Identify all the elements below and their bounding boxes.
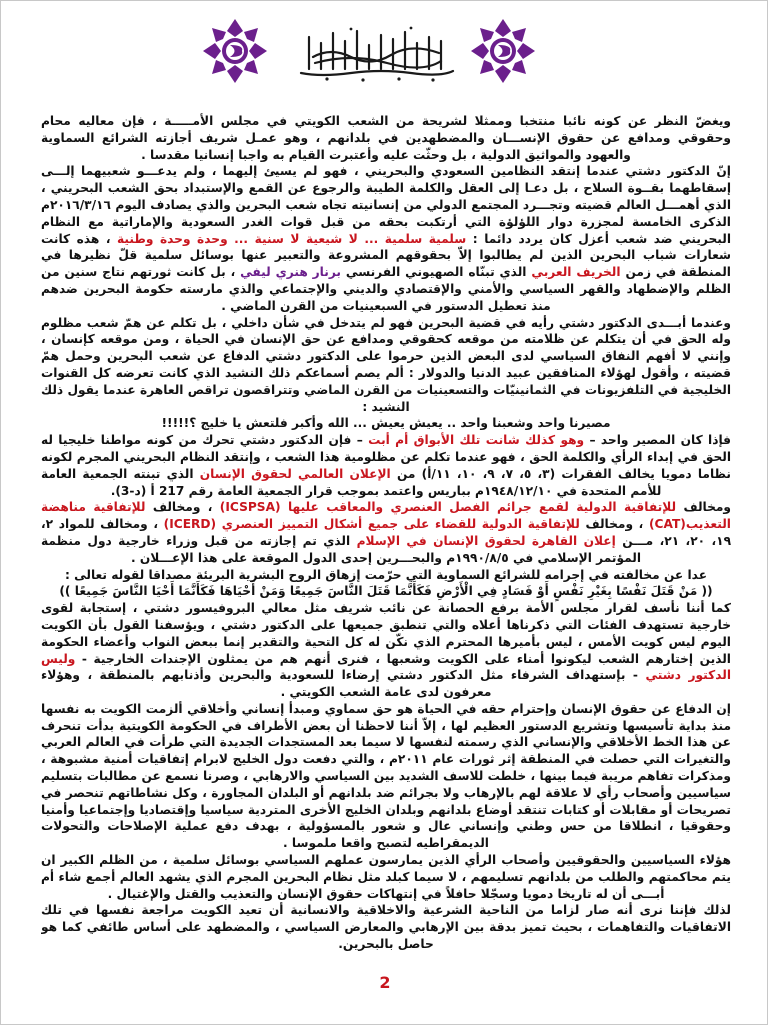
calligraphy-emblem (291, 23, 463, 85)
highlight-phrase: وهو كذلك شانت تلك الأبواق أم أبت (368, 433, 585, 448)
paragraph: إن الدفاع عن حقوق الإنسان وإحترام حقه في الحياة هو حق سماوي ومبدأ إنساني وأخلاقي ألزمت الكويت به نفسها منذ بداية تأسيسها وتشريع الدستور العظيم لها ، إلاّ أننا لاحظنا أن بعض الأطراف في الحكومة الكويتية بدأت تنحرف عن هذا الخط الأخلاقي والإنساني الذي رسمته لنفسها لا سيما بعد المستجدات الجديدة التي طرأت في العالم العربي والتغيرات التي حصلت في المنطقة إثر ثورات عام ٢٠١١م ، والتي دفعت دول الخليج لابرام إتفاقيات أمنية مشبوهة ، ومذكرات تفاهم مريبة فيما بينها ، خلطت للاسف الشديد بين السياسي والارهابي ، وصرنا نسمع عن مطالبات بتسليم سياسيين وأصحاب رأي لا علاقة لهم بالإرهاب ولا بجرائم ضد بلدانهم أو البلدان المجاورة ، وكل نشاطاتهم تنحصر في تصريحات أو مقابلات أو كتابات تنتقد أوضاع بلدانهم وبلدان الخليج الأخرى المتردية سياسيا وإقتصاديا وإجتماعيا وأمنيا وحقوقيا ، انطلاقا من حس وطني وإنساني عال و شعور بالمسؤولية ، بهدف دفع عملية الإصلاحات والتحولات الديمقراطيه لتصبح واقعا ملموسا . (41, 701, 731, 851)
article-body (41, 113, 731, 971)
highlight-convention: للإتفاقية الدولية للقضاء على جميع أشكال التمييز العنصري (ICERD) (163, 517, 580, 532)
quran-verse: (( مَنْ قَتَلَ نَفْسًا بِغَيْرِ نَفْسٍ أَوْ فَسَادٍ فِي الْأَرْضِ فَكَأَنَّمَا قَتَلَ النَّاسَ جَمِيعًا وَمَنْ أَحْيَاهَا فَكَأَنَّمَا أَحْيَا النَّاسَ جَمِيعًا )) (59, 584, 713, 599)
paragraph: وعندما أبـــدى الدكتور دشتي رأيه في قضية البحرين فهو لم يتدخل في شأن داخلي ، بل تكلم عن همّ شعب مظلوم وله الحق في أن يتكلم عن ظلامته من موقعه كحقوقي ومدافع عن حق الإنسان في الحياة ، ومن موقعه كإنسان ، وإنني لا أفهم النفاق السياسي لدى البعض الذين حرموا على الدكتور دشتي الدفاع عن شعب البحرين وحمل همّ قضيته ، وأقول لهؤلاء المنافقين عبيد الدنيا والدولار : ألم يصم أسماعكم ذلك النشيد الذي كانت تعرضه كل القنوات الخليجية في التلفزيونات في الثمانينيّات والتسعينيات من القرن الماضي وتتراقصون تراقص العاهرة عندما يقول ذلك النشيد : (41, 315, 731, 414)
paragraph: ومخالف للإتفاقية الدولية لقمع جرائم الفصل العنصري والمعاقب عليها (ICSPSA) ، ومخالف للإتفاقية مناهضة التعذيب(CAT) ، ومخالف للإتفاقية الدولية للقضاء على جميع أشكال التمييز العنصري (ICERD) ، ومخالف للمواد ٢، ١٩، ٢٠، ٢١، مـــن إعلان القاهرة لحقوق الإنسان في الإسلام الذي تم إجازته من قبل وزراء خارجية دول منظمة المؤتمر الإسلامي في ١٩٩٠/٨/٥م والبحـــرين إحدى الدول الموقعة على هذا الإعـــلان . (41, 500, 731, 565)
purple-crescent-ornament-icon (467, 15, 539, 87)
page-header (1, 1, 768, 105)
highlight-convention: للإتفاقية الدولية لقمع جرائم الفصل العنصري والمعاقب عليها (ICSPSA) (219, 500, 677, 515)
highlight-phrase: وليس الدكتور دشتي (41, 651, 731, 683)
paragraph: عدا عن مخالفته في إجرامه للشرائع السماوية التي حرّمت إزهاق الروح البشرية البريئة مصداقا لقوله تعالى : (64, 567, 708, 582)
paragraph: إنّ الدكتور دشتي عندما إنتقد النظامين السعودي والبحريني ، فهو لم يسيئ إليهما ، ولم يدعـــو شعبيهما إلـــى إسقاطهما بقــوة السلاح ، بل دعـا إلى العقل والكلمة الطيبة والرجوع عن القمع والإستبداد بحق الشعب البحريني ، الذي أهمـــل العالم قضيته وتجـــرد المجتمع الدولي من إنسانيته تجاه شعب البحرين والذي يصادف اليوم ٢٠١٦/٣/١٦م الذكرى الخامسة لمجزرة دوار اللؤلؤة التي أرتكبت بحقه من قبل قوات الغدر السعودية والإماراتية مع النظام البحريني ضد شعب أعزل كان يردد دائما : سلمية سلمية ... لا شيعية لا سنية ... وحدة وحدة وطنية ، هذه كانت شعارات شباب البحرين الذين لم يطالبوا إلاّ بحقوقهم المشروعة والتعبير عنها بوسائل سلمية قلّ نظيرها في المنطقة في زمن الخريف العربي الذي تبنّاه الصهيوني الفرنسي برنار هنري ليفي ، بل كانت ثورتهم نتاج سنين من الظلم والإضطهاد والقهر السياسي والأمني والإقتصادي والديني والإجتماعي والذي مارسته حكومة البحرين ضدهم منذ تعطيل الدستور في السبعينيات من القرن الماضي . (41, 164, 731, 313)
paragraph: فإذا كان المصير واحد – وهو كذلك شانت تلك الأبواق أم أبت – فإن الدكتور دشتي تحرك من كونه مواطنا خليجيا له الحق في إبداء الرأي والكلمة الحق ، فهو عندما تكلم عن مظلومية هذا الشعب ، وإنتقد النظام البحريني المجرم لكونه نظاما دمويا يخالف الفقرات (٣، ٥، ٧، ٩، ١٠، ١١/أ) من الإعلان العالمي لحقوق الإنسان الذي تبنته الجمعية العامة للأمم المتحدة في ١٩٤٨/١٢/١٠م بباريس واعتمد بموجب قرار الجمعية العامة رقم 217 أ (د-3). (41, 433, 731, 498)
highlight-declaration: إعلان القاهرة لحقوق الإنسان في الإسلام (356, 533, 616, 548)
highlight-declaration: الإعلان العالمي لحقوق الإنسان (199, 466, 391, 481)
highlight-term: الخريف العربي (531, 265, 621, 280)
anthem-line: مصيرنا واحد وشعبنا واحد .. يعيش يعيش ... الله وأكبر فلتعش يا خليج ؟!!!!! (161, 416, 611, 431)
purple-crescent-ornament-icon (199, 15, 271, 87)
paragraph: ويغضّ النظر عن كونه نائبا منتخبا وممثلا لشريحة من الشعب الكويتي في مجلس الأمـــــة ، فإن معاليه محام وحقوقي ومدافع عن حقوق الإنســـان والمضطهدين في بلدانهم ، وهو عمـل شريف أجازته الشرائع السماوية والعهود والمواثيق الدولية ، بل وحثّت عليه وأعتبرت القيام به واجبا إنسانيا مقدسا . (41, 114, 731, 162)
paragraph: هؤلاء السياسيين والحقوقيين وأصحاب الرأي الذين يمارسون عملهم السياسي بوسائل سلمية ، من الظلم الكبير ان يتم محاكمتهم والطلب من بلدانهم تسليمهم ، لا سيما كبلد مثل نظام البحرين المجرم الذي يشهد العالم أجمع شاء أم أبـــى أن له تاريخا دمويا وسجّلا حافلاً في إنتهاكات حقوق الإنسان والتعذيب والقتل والإغتيال . (41, 853, 731, 901)
paragraph: كما أننا نأسف لقرار مجلس الأمة برفع الحصانة عن نائب شريف مثل معالي البروفيسور دشتي ، إستجابة لقوى خارجية تستهدف الفئات التي ذكرناها أعلاه والتي تنطبق جميعها على الدكتور دشتي ، ويؤسفنا القول بأن الكويت اليوم ليس كويت الأمس ، ليس بأميرها المحترم الذي نكّن له كل التحية والتقدير إنما ببعض النواب وأعضاء الحكومة الذين إختارهم الشعب ليكونوا أمناء على الكويت وشعبها ، فنرى أنهم هم من يمثلون الإجندات الخارجية - وليس الدكتور دشتي - بإستهداف الشرفاء مثل الدكتور دشتي إرضاءا للسعودية والبحرين وأذنابهم بالمنطقة ، وهؤلاء معرفون لدى عامة الشعب الكويتي . (41, 601, 731, 700)
page-number: 2 (379, 973, 391, 992)
paragraph: لذلك فإننا نرى أنه صار لزاما من الناحية الشرعية والاخلاقية والانسانية أن تعيد الكويت مراجعة نفسها في تلك الاتفاقيات والتفاهمات ، بحيث تميز بدقة بين الإرهابي والمعارض السياسي ، والمضطهد على أساس طائفي كما هو حاصل بالبحرين. (41, 903, 731, 952)
highlight-convention: للإتفاقية مناهضة التعذيب(CAT) (41, 500, 731, 532)
slogan: سلمية سلمية ... لا شيعية لا سنية ... وحدة وحدة وطنية (117, 231, 467, 246)
highlight-name: برنار هنري ليفي (240, 265, 341, 280)
